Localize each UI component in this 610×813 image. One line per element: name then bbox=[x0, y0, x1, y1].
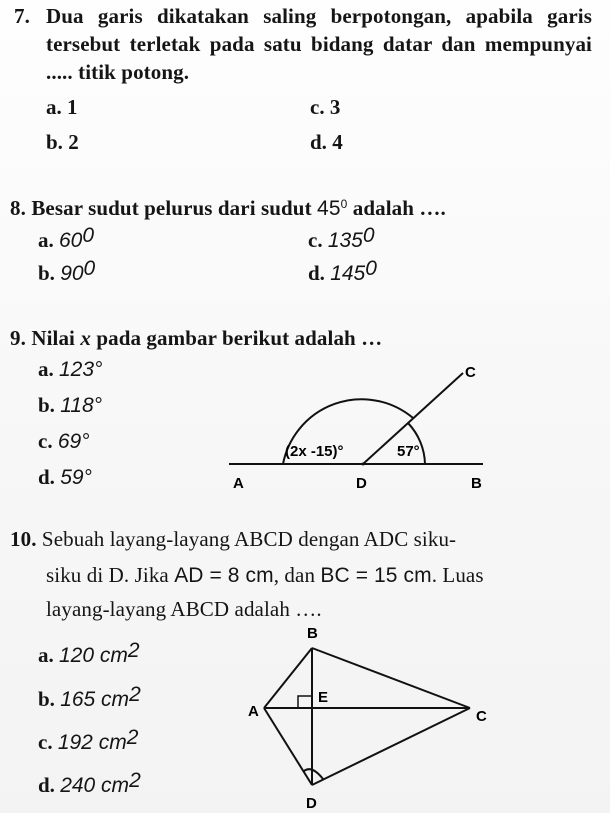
right-angle-mark-e bbox=[298, 696, 312, 708]
question-10-text-line-2b: , dan bbox=[273, 563, 316, 587]
q9-option-c[interactable] bbox=[38, 428, 90, 455]
q9-angle-figure bbox=[225, 355, 490, 495]
degree-sign: 0 bbox=[365, 257, 377, 280]
option-letter: d. bbox=[310, 130, 327, 154]
q8-option-b[interactable] bbox=[38, 257, 96, 287]
side-bc bbox=[312, 648, 470, 708]
question-9-text-after: pada gambar berikut adalah … bbox=[96, 326, 383, 350]
option-value: 69° bbox=[57, 430, 90, 453]
degree-sign: 0 bbox=[83, 257, 96, 280]
question-8-number: 8. bbox=[10, 196, 26, 220]
option-value: 90 bbox=[60, 262, 84, 285]
label-b: B bbox=[471, 475, 482, 492]
question-7-number: 7. bbox=[14, 4, 30, 28]
exponent: 2 bbox=[126, 726, 139, 749]
q10-option-a[interactable] bbox=[38, 639, 140, 669]
q7-option-d[interactable] bbox=[310, 129, 343, 155]
q8-option-d[interactable] bbox=[308, 257, 377, 287]
option-value: 59° bbox=[60, 466, 92, 489]
option-letter: c. bbox=[38, 429, 53, 453]
option-letter: c. bbox=[310, 95, 325, 119]
question-10-line-2 bbox=[46, 561, 484, 590]
label-c: C bbox=[465, 364, 476, 381]
q7-option-a[interactable] bbox=[46, 94, 78, 120]
question-10-ad-value: AD = 8 cm bbox=[174, 564, 274, 587]
question-10-bc-value: BC = 15 cm bbox=[320, 564, 432, 587]
option-letter: c. bbox=[38, 730, 53, 754]
q9-option-d[interactable] bbox=[38, 464, 92, 491]
q7-option-c[interactable] bbox=[310, 94, 340, 120]
question-10-line-3: layang-layang ABCD adalah …. bbox=[46, 597, 322, 621]
q9-option-a[interactable] bbox=[38, 356, 102, 383]
option-value: 123° bbox=[59, 358, 103, 381]
option-value: 118° bbox=[60, 394, 103, 417]
option-value: 165 cm bbox=[60, 688, 130, 711]
angle-label-left: (2x -15)° bbox=[285, 443, 344, 460]
question-9-number: 9. bbox=[10, 326, 26, 350]
option-value: 135 bbox=[327, 229, 363, 252]
question-10-line-1 bbox=[10, 525, 456, 553]
exponent: 2 bbox=[127, 639, 140, 662]
question-10-text-line-2a: siku di D. Jika bbox=[46, 563, 169, 587]
question-8-text bbox=[10, 194, 446, 223]
option-value: 2 bbox=[68, 130, 79, 154]
option-value: 60 bbox=[59, 229, 83, 252]
option-value: 120 cm bbox=[59, 644, 128, 667]
label-e: E bbox=[318, 689, 329, 706]
exponent: 2 bbox=[129, 769, 141, 792]
option-letter: b. bbox=[38, 261, 55, 285]
question-8-text-before: Besar sudut pelurus dari sudut bbox=[31, 196, 312, 220]
exponent: 2 bbox=[129, 683, 141, 706]
option-letter: b. bbox=[46, 130, 63, 154]
question-9-text-before: Nilai bbox=[31, 326, 75, 350]
point-d bbox=[362, 463, 365, 466]
option-letter: c. bbox=[308, 228, 323, 252]
option-letter: b. bbox=[38, 393, 55, 417]
question-8-angle bbox=[317, 197, 347, 220]
label-c: C bbox=[476, 708, 487, 725]
q8-option-a[interactable] bbox=[38, 224, 95, 254]
option-letter: a. bbox=[46, 95, 62, 119]
q7-option-b[interactable] bbox=[46, 129, 79, 155]
q9-option-b[interactable] bbox=[38, 392, 102, 419]
option-letter: a. bbox=[38, 228, 54, 252]
angle-label-right: 57° bbox=[397, 443, 420, 460]
option-letter: a. bbox=[38, 357, 54, 381]
side-da bbox=[264, 708, 312, 785]
question-8-text-after: adalah …. bbox=[352, 196, 446, 220]
label-a: A bbox=[248, 703, 259, 720]
question-7-text: Dua garis dikatakan saling berpotongan, apabila garis tersebut terletak pada satu bidang datar dan mempunyai ..... titik potong. bbox=[46, 4, 592, 84]
degree-sign: 0 bbox=[362, 224, 375, 247]
question-10-text-line-1: Sebuah layang-layang ABCD dengan ADC siku- bbox=[41, 527, 457, 551]
label-a: A bbox=[233, 475, 244, 492]
option-value: 3 bbox=[329, 95, 341, 119]
question-10-text-line-2c: . Luas bbox=[431, 563, 484, 587]
label-d: D bbox=[306, 795, 317, 812]
option-value: 1 bbox=[67, 95, 78, 119]
question-9-variable: x bbox=[80, 326, 91, 350]
option-letter: d. bbox=[38, 465, 55, 489]
q10-option-c[interactable] bbox=[38, 726, 139, 756]
option-letter: b. bbox=[38, 687, 55, 711]
q10-option-b[interactable] bbox=[38, 683, 141, 713]
option-value: 240 cm bbox=[60, 774, 130, 797]
degree-sign: 0 bbox=[340, 197, 348, 211]
side-ab bbox=[264, 648, 312, 708]
option-letter: d. bbox=[38, 773, 55, 797]
angle-value: 45 bbox=[317, 197, 341, 220]
option-letter: a. bbox=[38, 643, 54, 667]
label-d: D bbox=[356, 475, 367, 492]
q10-kite-figure bbox=[240, 618, 500, 813]
question-10-number: 10. bbox=[10, 527, 37, 551]
q8-option-c[interactable] bbox=[308, 224, 375, 254]
option-value: 4 bbox=[332, 130, 343, 154]
side-cd bbox=[312, 708, 470, 785]
question-9-text bbox=[10, 324, 382, 352]
option-value: 145 bbox=[330, 262, 366, 285]
option-value: 192 cm bbox=[57, 731, 127, 754]
option-letter: d. bbox=[308, 261, 325, 285]
label-b: B bbox=[307, 625, 318, 642]
q10-option-d[interactable] bbox=[38, 769, 141, 799]
degree-sign: 0 bbox=[82, 224, 95, 247]
